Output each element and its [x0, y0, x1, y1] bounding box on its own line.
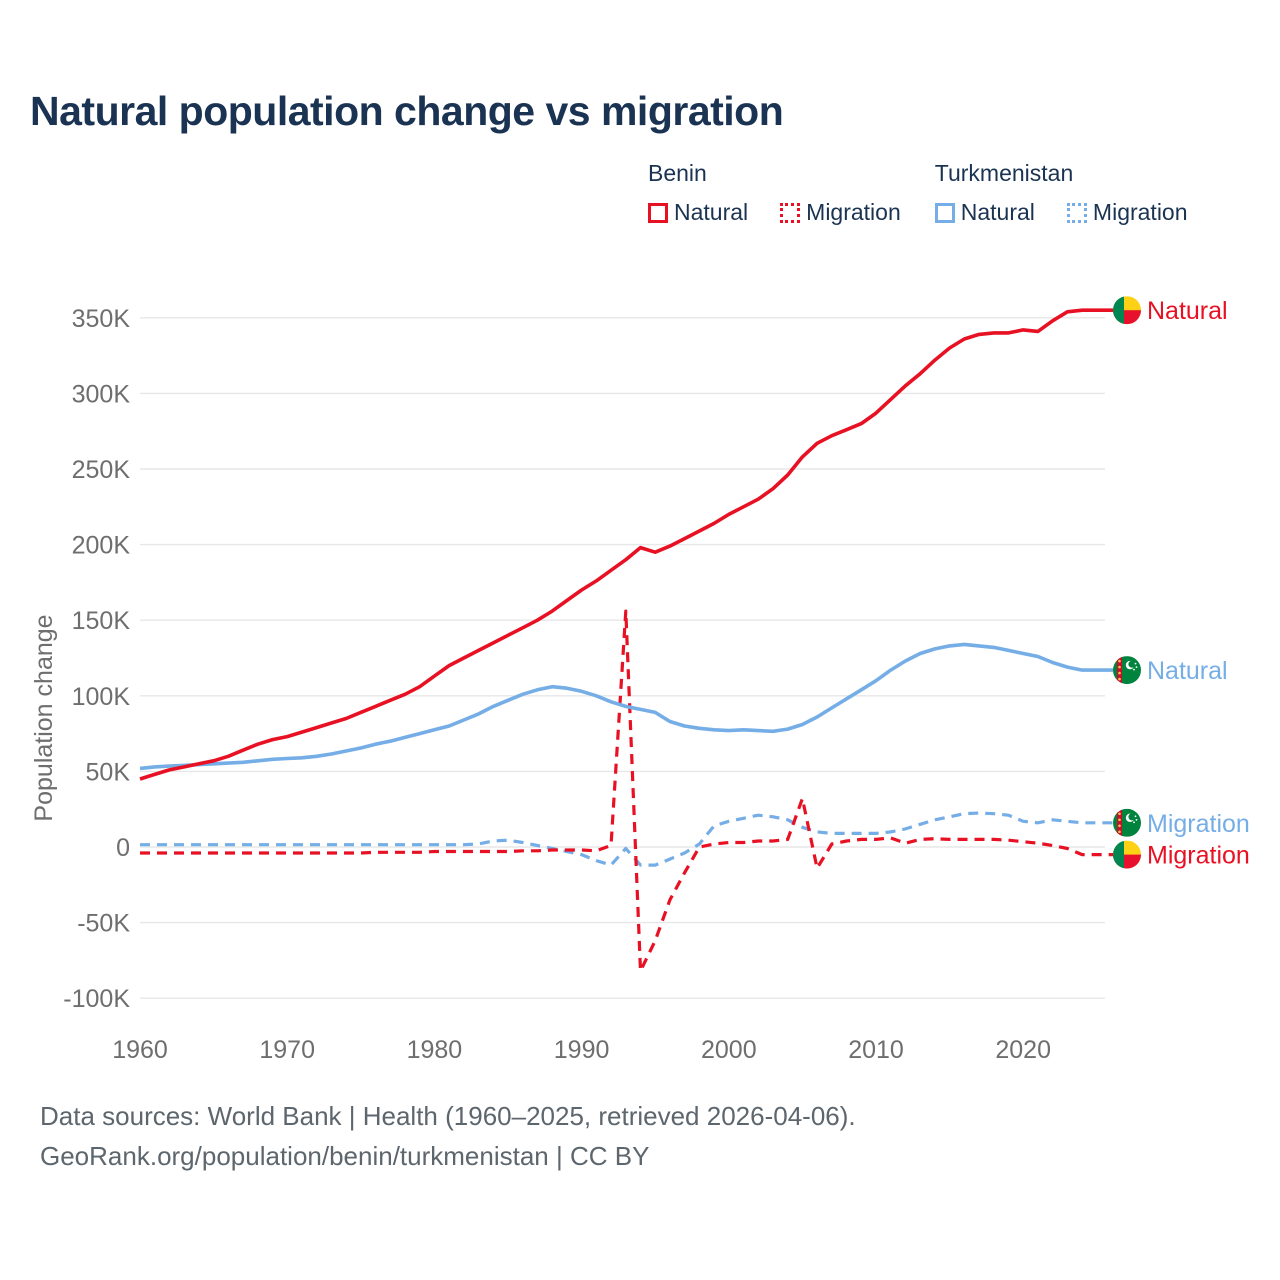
benin-migration-line[interactable]	[140, 611, 1113, 971]
benin-natural-end-label: Natural	[1147, 297, 1228, 326]
legend-country-benin: Benin	[648, 160, 707, 186]
benin-migration-end-label: Migration	[1147, 841, 1250, 870]
y-tick-label: 200K	[71, 531, 130, 560]
turkmenistan-migration-swatch-icon	[1067, 203, 1087, 223]
x-tick-label: 1960	[112, 1036, 168, 1064]
legend-item-turkmenistan-natural[interactable]	[935, 199, 1035, 226]
y-tick-label: 50K	[85, 758, 130, 787]
turkmenistan-natural-swatch-icon	[935, 203, 955, 223]
turkmenistan-migration-end-label: Migration	[1147, 809, 1250, 838]
gridlines	[140, 318, 1105, 998]
x-axis-tick-labels	[112, 1036, 1051, 1064]
series-lines	[140, 310, 1113, 971]
turkmenistan-natural-line[interactable]	[140, 644, 1113, 768]
page-title: Natural population change vs migration	[30, 88, 784, 134]
series-end-labels	[1113, 296, 1250, 869]
y-tick-label: 150K	[71, 607, 130, 636]
legend-item-label: Natural	[674, 199, 749, 225]
y-tick-label: 100K	[71, 682, 130, 711]
benin-flag-icon	[1113, 296, 1141, 324]
x-tick-label: 2020	[995, 1036, 1052, 1064]
y-axis-title: Population change	[30, 614, 58, 822]
legend-item-benin-natural[interactable]	[648, 199, 748, 226]
turkmenistan-flag-icon	[1113, 656, 1141, 684]
benin-migration-swatch-icon	[780, 203, 800, 223]
x-tick-label: 2000	[700, 1036, 757, 1064]
footer	[40, 1096, 856, 1176]
turkmenistan-flag-icon	[1113, 809, 1141, 837]
y-tick-label: 300K	[71, 380, 130, 409]
legend-item-benin-migration[interactable]	[780, 199, 901, 226]
y-tick-label: 250K	[71, 456, 130, 484]
legend-item-label: Migration	[806, 199, 901, 225]
legend-item-turkmenistan-migration[interactable]	[1067, 199, 1188, 226]
footer-attribution: GeoRank.org/population/benin/turkmenistan | CC BY	[40, 1141, 650, 1171]
legend-group-turkmenistan	[935, 160, 1188, 226]
x-tick-label: 2010	[848, 1036, 904, 1064]
y-axis-tick-labels	[63, 305, 130, 1013]
y-tick-label: -50K	[77, 909, 130, 938]
x-tick-label: 1980	[406, 1036, 463, 1064]
legend-item-label: Natural	[960, 199, 1035, 225]
legend-country-turkmenistan: Turkmenistan	[934, 160, 1074, 186]
legend-group-benin	[648, 160, 901, 226]
y-tick-label: 0	[116, 834, 130, 862]
x-tick-label: 1970	[259, 1036, 316, 1064]
turkmenistan-natural-end-label: Natural	[1147, 657, 1228, 686]
footer-data-sources: Data sources: World Bank | Health (1960–2025, retrieved 2026-04-06).	[40, 1101, 856, 1131]
benin-flag-icon	[1113, 841, 1141, 869]
benin-natural-swatch-icon	[648, 203, 668, 223]
x-tick-label: 1990	[553, 1036, 610, 1064]
y-tick-label: -100K	[63, 985, 130, 1014]
y-tick-label: 350K	[71, 304, 130, 333]
legend-item-label: Migration	[1092, 199, 1188, 225]
legend	[648, 160, 1188, 226]
